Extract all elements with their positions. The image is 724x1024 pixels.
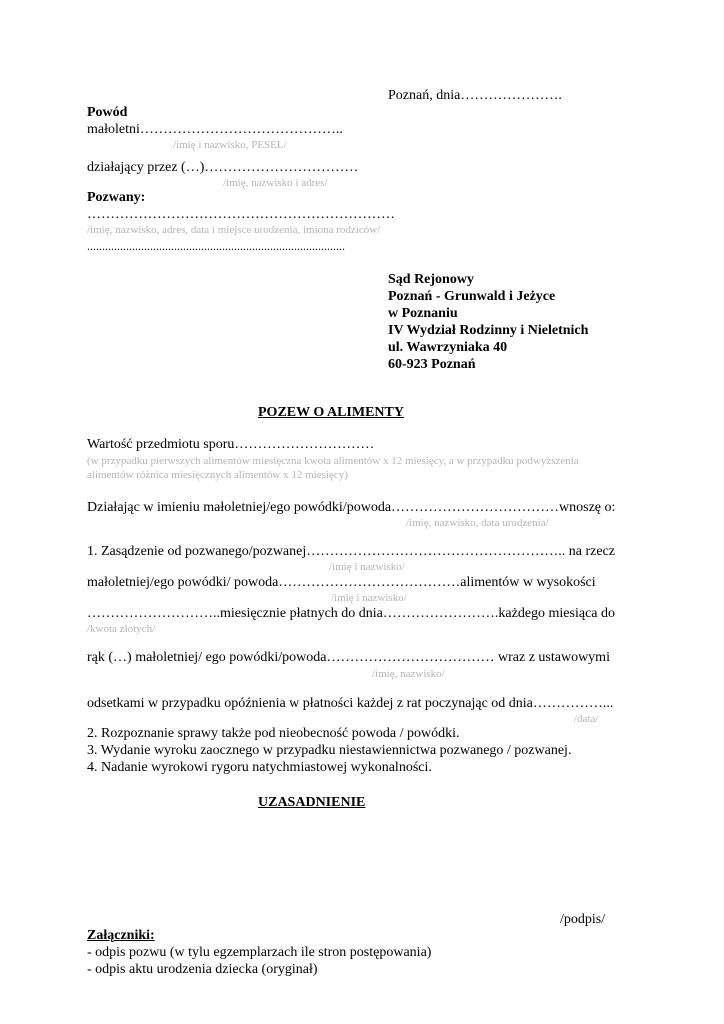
request-p1-hint-1: /imię i nazwisko/ xyxy=(329,561,405,573)
court-line-6: 60-923 Poznań xyxy=(388,357,476,372)
request-p3: 3. Wydanie wyroku zaocznego w przypadku niestawiennictwa pozwanego / pozwanej. xyxy=(87,743,572,758)
place-date: Poznań, dnia…………………. xyxy=(388,88,562,103)
request-p1-hint-4: /imię, nazwisko/ xyxy=(372,668,445,680)
request-intro-hint: /imię, nazwisko, data urodzenia/ xyxy=(406,517,549,529)
court-line-5: ul. Wawrzyniaka 40 xyxy=(388,340,508,355)
request-p1-hint-2: /imię i nazwisko/ xyxy=(331,592,407,604)
request-p1-line-1: 1. Zasądzenie od pozwanego/pozwanej……………………………………………….. na rzecz xyxy=(87,544,615,559)
request-p2: 2. Rozpoznanie sprawy także pod nieobecność powoda / powódki. xyxy=(87,726,460,741)
document-title: POZEW O ALIMENTY xyxy=(258,405,404,420)
defendant-heading: Pozwany: xyxy=(87,190,146,205)
plaintiff-representative-hint: /imię, nazwisko i adres/ xyxy=(223,177,328,189)
defendant-dots-line: ………………………………………………………… xyxy=(87,207,395,222)
request-p1-line-5: odsetkami w przypadku opóźnienia w płatności każdej z rat poczynając od dnia……………... xyxy=(87,696,614,711)
defendant-hint: /imię, nazwisko, adres, data i miejsce urodzenia, imiona rodziców/ xyxy=(87,224,381,236)
request-p1-line-4: rąk (…) małoletniej/ ego powódki/powoda……………………………… wraz z ustawowymi xyxy=(87,650,610,665)
claim-value-hint-2: alimentów różnica miesięcznych alimentów x 12 miesięcy) xyxy=(87,469,348,481)
request-p1-hint-5: /data/ xyxy=(574,713,599,725)
request-p1-line-3: ………………………..miesięcznie płatnych do dnia…………………….każdego miesiąca do xyxy=(87,606,616,621)
plaintiff-minor-hint: /imię i nazwisko, PESEL/ xyxy=(173,139,287,151)
court-line-2: Poznań - Grunwald i Jeżyce xyxy=(388,289,556,304)
defendant-dots-line-2: ...................................................................................... xyxy=(87,239,345,253)
attachment-item-1: - odpis pozwu (w tylu egzemplarzach ile stron postępowania) xyxy=(87,945,432,960)
plaintiff-heading: Powód xyxy=(87,105,128,120)
claim-value-hint-1: (w przypadku pierwszych alimentów miesięczna kwota alimentów x 12 miesięcy, a w przypadku podwyższenia xyxy=(87,455,579,467)
signature-label: /podpis/ xyxy=(560,912,606,927)
claim-value-line: Wartość przedmiotu sporu………………………… xyxy=(87,437,375,452)
attachment-item-2: - odpis aktu urodzenia dziecka (oryginał) xyxy=(87,962,318,977)
justification-title: UZASADNIENIE xyxy=(258,795,366,810)
request-intro: Działając w imieniu małoletniej/ego powódki/powoda………………………………wnoszę o: xyxy=(87,500,616,515)
plaintiff-representative-line: działający przez (…)…………………………… xyxy=(87,160,359,175)
court-line-4: IV Wydział Rodzinny i Nieletnich xyxy=(388,323,589,338)
request-p4: 4. Nadanie wyrokowi rygoru natychmiastowej wykonalności. xyxy=(87,760,432,775)
request-p1-line-2: małoletniej/ego powódki/ powoda…………………………………alimentów w wysokości xyxy=(87,575,596,590)
court-line-3: w Poznaniu xyxy=(388,306,458,321)
plaintiff-minor-line: małoletni…………………………………….. xyxy=(87,122,343,137)
court-line-1: Sąd Rejonowy xyxy=(388,272,474,287)
attachments-heading: Załączniki: xyxy=(87,928,155,943)
request-p1-hint-3: /kwota złotych/ xyxy=(87,623,156,635)
